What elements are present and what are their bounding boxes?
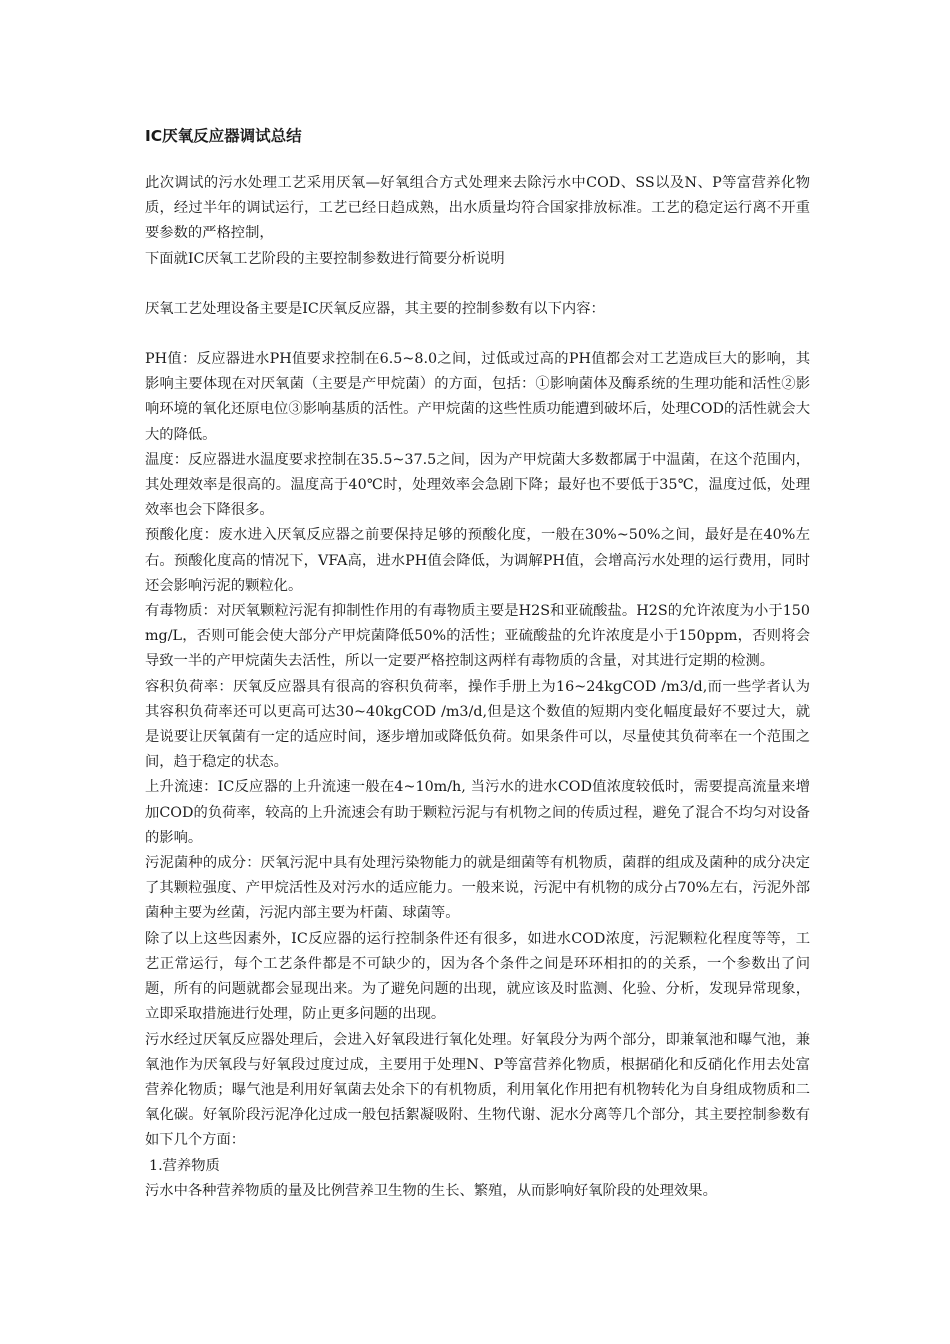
volumetric-loading-paragraph: 容积负荷率：厌氧反应器具有很高的容积负荷率，操作手册上为16~24kgCOD /m3/d,而一些学者认为其容积负荷率还可以更高可达30~40kgCOD /m3/d,但是这个数值的短期内变化幅度最好不要过大，就是说要让厌氧菌有一定的适应时间，逐步增加或降低负荷。如果条件可以，尽量使其负荷率在一个范围之间，趋于稳定的状态。 bbox=[145, 678, 810, 771]
intro-paragraph: 此次调试的污水处理工艺采用厌氧—好氧组合方式处理来去除污水中COD、SS以及N、P等富营养化物质，经过半年的调试运行，工艺已经日趋成熟，出水质量均符合国家排放标准。工艺的稳定运行离不开重要参数的严格控制， bbox=[145, 175, 810, 242]
other-factors-paragraph: 除了以上这些因素外，IC反应器的运行控制条件还有很多，如进水COD浓度，污泥颗粒化程度等等，工艺正常运行，每个工艺条件都是不可缺少的，因为各个条件之间是环环相扣的的关系，一个参数出了问题，所有的问题就都会显现出来。为了避免问题的出现，就应该及时监测、化验、分析，发现异常现象，立即采取措施进行处理，防止更多问题的出现。 bbox=[145, 930, 810, 1023]
overview-paragraph: 厌氧工艺处理设备主要是IC厌氧反应器，其主要的控制参数有以下内容： bbox=[145, 300, 605, 317]
ph-paragraph: PH值：反应器进水PH值要求控制在6.5~8.0之间，过低或过高的PH值都会对工艺造成巨大的影响，其影响主要体现在对厌氧菌（主要是产甲烷菌）的方面，包括：①影响菌体及酶系统的生理功能和活性②影响环境的氧化还原电位③影响基质的活性。产甲烷菌的这些性质功能遭到破坏后，处理COD的活性就会大大的降低。 bbox=[145, 351, 810, 443]
list-item-heading: 1.营养物质 bbox=[149, 1157, 220, 1174]
preacidification-paragraph: 预酸化度：废水进入厌氧反应器之前要保持足够的预酸化度，一般在30%~50%之间，最好是在40%左右。预酸化度高的情况下，VFA高，进水PH值会降低，为调解PH值，会增高污水处理的运行费用，同时还会影响污泥的颗粒化。 bbox=[145, 527, 810, 594]
upflow-velocity-paragraph: 上升流速：IC反应器的上升流速一般在4~10m/h, 当污水的进水COD值浓度较低时，需要提高流量来增加COD的负荷率，较高的上升流速会有助于颗粒污泥与有机物之间的传质过程，避免了混合不均匀对设备的影响。 bbox=[145, 779, 810, 846]
temperature-paragraph: 温度：反应器进水温度要求控制在35.5~37.5之间，因为产甲烷菌大多数都属于中温菌，在这个范围内，其处理效率是很高的。温度高于40℃时，处理效率会急剧下降；最好也不要低于35℃，温度过低，处理效率也会下降很多。 bbox=[145, 451, 810, 519]
toxic-substances-paragraph: 有毒物质：对厌氧颗粒污泥有抑制性作用的有毒物质主要是H2S和亚硫酸盐。H2S的允许浓度为小于150mg/L，否则可能会使大部分产甲烷菌降低50%的活性；亚硫酸盐的允许浓度是小于150ppm，否则将会导致一半的产甲烷菌失去活性，所以一定要严格控制这两样有毒物质的含量，对其进行定期的检测。 bbox=[145, 603, 810, 670]
aerobic-stage-paragraph: 污水经过厌氧反应器处理后，会进入好氧段进行氧化处理。好氧段分为两个部分，即兼氧池和曝气池，兼氧池作为厌氧段与好氧段过度过成，主要用于处理N、P等富营养化物质，根据硝化和反硝化作用去处富营养化物质；曝气池是利用好氧菌去处余下的有机物质，利用氧化作用把有机物转化为自身组成物质和二氧化碳。好氧阶段污泥净化过成一般包括絮凝吸附、生物代谢、泥水分离等几个部分，其主要控制参数有如下几个方面： bbox=[145, 1031, 810, 1149]
spacer bbox=[145, 272, 810, 297]
intro-lead-line: 下面就IC厌氧工艺阶段的主要控制参数进行简要分析说明 bbox=[145, 250, 505, 267]
document-page bbox=[145, 124, 810, 1204]
sludge-composition-paragraph: 污泥菌种的成分：厌氧污泥中具有处理污染物能力的就是细菌等有机物质，菌群的组成及菌种的成分决定了其颗粒强度、产甲烷活性及对污水的适应能力。一般来说，污泥中有机物的成分占70%左右，污泥外部菌种主要为丝菌，污泥内部主要为杆菌、球菌等。 bbox=[145, 855, 810, 922]
nutrients-paragraph: 污水中各种营养物质的量及比例营养卫生物的生长、繁殖，从而影响好氧阶段的处理效果。 bbox=[145, 1182, 717, 1199]
spacer bbox=[145, 322, 810, 347]
document-title: IC厌氧反应器调试总结 bbox=[145, 127, 302, 145]
